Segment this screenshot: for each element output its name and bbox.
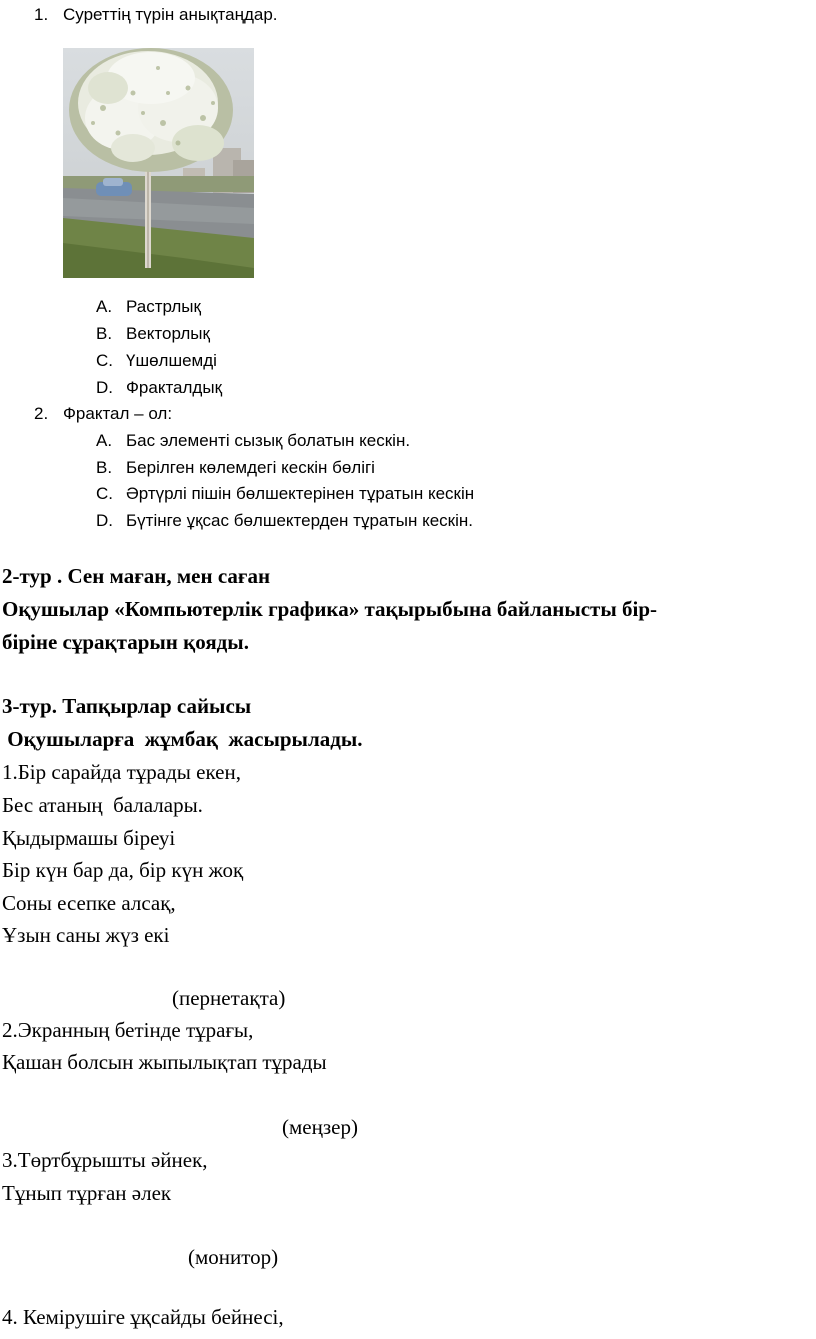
round-3-subtitle: Оқушыларға жұмбақ жасырылады.: [2, 727, 363, 751]
question-1-number: 1.: [34, 5, 49, 24]
question-2-text: Фрактал – ол:: [63, 404, 173, 423]
round-2-description-cont: біріне сұрақтарын қояды.: [2, 630, 249, 654]
riddle-line: 1.Бір сарайда тұрады екен,: [2, 760, 241, 784]
round-2-description: Оқушылар «Компьютерлік графика» тақырыбына байланысты бір-: [2, 597, 658, 621]
option-letter: A.: [96, 297, 113, 316]
riddle-4-line: 4. Кемірушіге ұқсайды бейнесі,: [2, 1305, 284, 1329]
option-letter: D.: [96, 378, 113, 397]
option-text: Әртүрлі пішін бөлшектерінен тұратын кескін: [126, 484, 475, 503]
option-text: Растрлық: [126, 297, 201, 316]
riddle-3-answer: (монитор): [188, 1245, 279, 1269]
riddle-line: 2.Экранның бетінде тұрағы,: [2, 1018, 254, 1042]
riddle-line: Ұзын саны жүз екі: [2, 923, 170, 947]
riddle-line: Бес атаның балалары.: [2, 793, 203, 817]
option-letter: B.: [96, 458, 113, 477]
riddle-2-answer: (меңзер): [282, 1115, 358, 1139]
riddle-1-answer: (пернетақта): [172, 986, 286, 1010]
option-letter: C.: [96, 351, 113, 370]
riddle-line: Тұнып тұрған әлек: [2, 1181, 172, 1205]
riddle-line: Соны есепке алсақ,: [2, 891, 176, 915]
option-text: Үшөлшемді: [126, 351, 217, 370]
option-letter: B.: [96, 324, 113, 343]
option-text: Векторлық: [126, 324, 210, 343]
riddle-line: 3.Төртбұрышты әйнек,: [2, 1148, 208, 1172]
riddle-line: Қыдырмашы біреуі: [2, 826, 176, 850]
round-2-title: 2-тур . Сен маған, мен саған: [2, 564, 271, 588]
round-3-title: 3-тур. Тапқырлар сайысы: [2, 694, 252, 718]
option-text: Бас элементі сызық болатын кескін.: [126, 431, 411, 450]
option-text: Фракталдық: [126, 378, 223, 397]
question-1-text: Суреттің түрін анықтаңдар.: [63, 5, 278, 24]
riddle-line: Қашан болсын жыпылықтап тұрады: [2, 1050, 327, 1074]
option-letter: C.: [96, 484, 113, 503]
riddle-line: Бір күн бар да, бір күн жоқ: [2, 858, 244, 882]
question-2-number: 2.: [34, 404, 49, 423]
option-letter: D.: [96, 511, 113, 530]
option-text: Берілген көлемдегі кескін бөлігі: [126, 458, 375, 477]
tree-photo: [63, 48, 254, 278]
option-letter: A.: [96, 431, 113, 450]
option-text: Бүтінге ұқсас бөлшектерден тұратын кескін.: [126, 511, 474, 530]
